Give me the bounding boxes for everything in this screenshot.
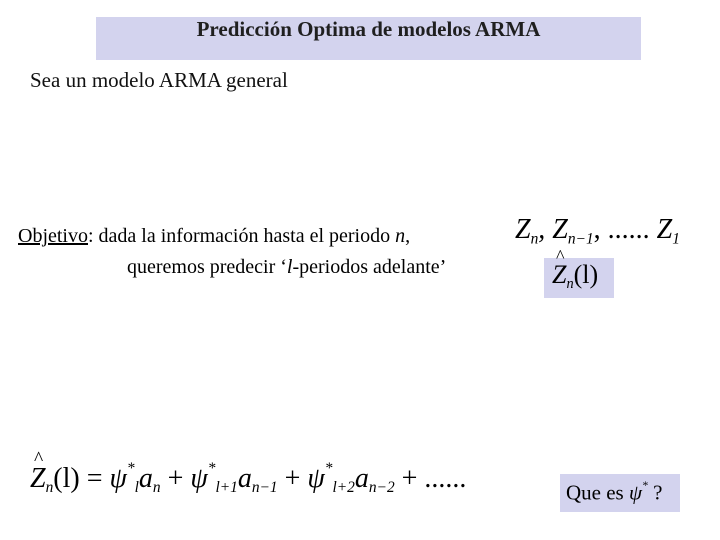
question-star: *: [642, 480, 648, 492]
objective-line2-end: -periodos adelante’: [292, 256, 447, 278]
question-text: [566, 480, 662, 505]
question-psi: ψ: [628, 480, 643, 505]
z-n-subscript: n: [530, 230, 539, 248]
objective-line-2: [127, 256, 446, 279]
objective-line-1: [18, 225, 410, 248]
psi-2-star: *: [207, 460, 216, 477]
horizon-variable: l: [286, 256, 293, 278]
z-n: Z: [515, 214, 531, 245]
psi-3-star: *: [324, 460, 333, 477]
a-3: a: [354, 462, 369, 494]
z-hat-subscript: n: [566, 276, 574, 292]
psi-1-star: *: [126, 460, 135, 477]
objective-label: Objetivo: [18, 225, 88, 247]
lhs-subscript: n: [45, 479, 54, 497]
psi-3: ψ: [307, 462, 325, 494]
forecast-formula: [30, 460, 466, 497]
z-1-subscript: 1: [672, 230, 680, 248]
psi-2-subscript: l+1: [215, 479, 238, 497]
period-variable: n: [395, 225, 406, 247]
objective-text: : dada la información hasta el periodo: [88, 225, 396, 247]
a-1: a: [138, 462, 153, 494]
page-title: Predicción Optima de modelos ARMA: [196, 17, 541, 41]
a-2: a: [237, 462, 252, 494]
forecast-expression: [552, 260, 598, 293]
z-n-minus-1: Z: [552, 214, 568, 245]
psi-2: ψ: [190, 462, 208, 494]
a-1-subscript: n: [152, 479, 161, 497]
question-box: [560, 474, 680, 512]
formula-tail: + ......: [394, 462, 467, 494]
title-banner: [96, 17, 641, 60]
a-2-subscript: n−1: [251, 479, 278, 497]
observation-sequence: $Z_n$, $Z_{n-1}$, ...... $Z_1$: [515, 214, 680, 248]
ellipsis: , ......: [593, 214, 657, 245]
forecast-box: [544, 258, 614, 298]
lhs-argument: (l) =: [53, 462, 110, 494]
psi-1-subscript: l: [134, 479, 139, 497]
z-hat: ^ Z: [552, 260, 566, 290]
question-suffix: ?: [647, 480, 663, 505]
intro-text: Sea un modelo ARMA general: [30, 68, 288, 92]
objective-comma: ,: [405, 225, 411, 247]
psi-1: ψ: [109, 462, 127, 494]
lhs-z-hat: ^ Z: [30, 463, 46, 495]
forecast-argument: (l): [573, 260, 599, 289]
plus-2: +: [277, 462, 308, 494]
plus-1: +: [160, 462, 191, 494]
a-3-subscript: n−2: [368, 479, 395, 497]
z-n-minus-1-subscript: n−1: [567, 230, 594, 248]
question-prefix: Que es: [566, 480, 629, 505]
objective-line2-start: queremos predecir ‘: [127, 256, 287, 278]
psi-3-subscript: l+2: [332, 479, 355, 497]
z-1: Z: [656, 214, 673, 245]
